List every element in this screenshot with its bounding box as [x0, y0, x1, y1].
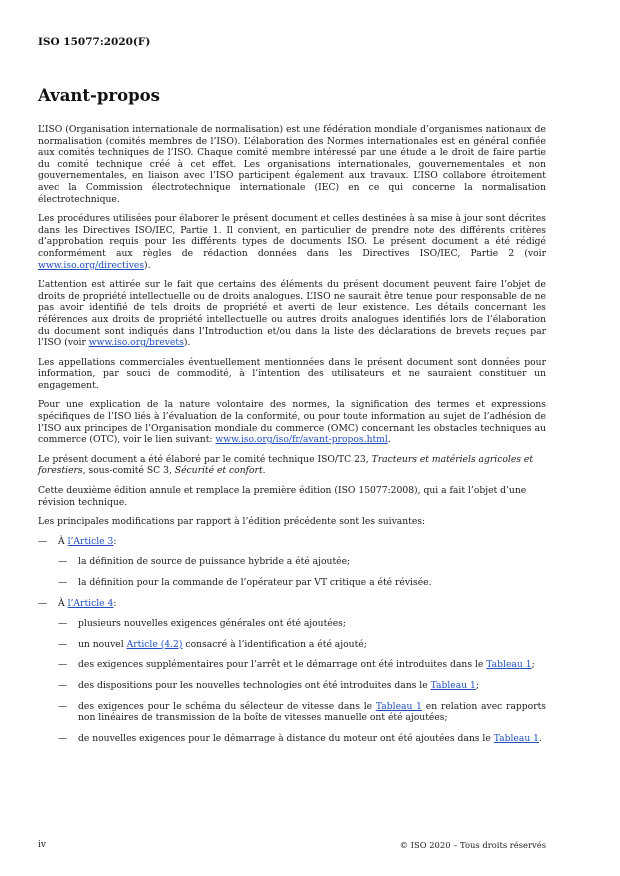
foreword-body	[38, 124, 546, 753]
link-tableau-1[interactable]: Tableau 1	[430, 679, 476, 691]
list-item: — la définition de source de puissance hybride a été ajoutée;	[58, 556, 351, 568]
link-iso-directives[interactable]: www.iso.org/directives	[38, 259, 145, 271]
link-iso-patents[interactable]: www.iso.org/brevets	[88, 337, 184, 349]
dash-bullet: —	[58, 638, 68, 650]
list-item: — de nouvelles exigences pour le démarrage à distance du moteur ont été ajoutées dans le Tableau 1.	[58, 732, 542, 744]
paragraph-trade-names: Les appellations commerciales éventuellement mentionnées dans le présent document sont données pour information, par souci de commodité, à l’intention des utilisateurs et ne sauraient constituer un engagement.	[38, 356, 546, 391]
dash-bullet: —	[58, 732, 68, 744]
link-article-3[interactable]: l’Article 3	[67, 535, 114, 547]
copyright-notice: © ISO 2020 – Tous droits réservés	[399, 840, 546, 850]
list-item-article-4: — À l’Article 4:	[38, 597, 117, 609]
link-tableau-1[interactable]: Tableau 1	[375, 700, 423, 712]
dash-bullet: —	[58, 700, 68, 712]
link-tableau-1[interactable]: Tableau 1	[493, 732, 540, 744]
dash-bullet: —	[58, 577, 68, 588]
page-title: Avant-propos	[38, 86, 160, 105]
link-iso-foreword[interactable]: www.iso.org/iso/fr/avant-propos.html	[215, 434, 388, 446]
page-number: iv	[38, 840, 46, 850]
dash-bullet: —	[58, 618, 68, 630]
dash-bullet: —	[58, 679, 68, 691]
list-item: — la définition pour la commande de l’opérateur par VT critique a été révisée.	[58, 577, 432, 588]
paragraph-edition: Cette deuxième édition annule et remplace la première édition (ISO 15077:2008), qui a fait l’objet d’une révision technique.	[38, 485, 527, 508]
dash-bullet: —	[38, 597, 48, 609]
link-article-4[interactable]: l’Article 4	[67, 597, 114, 609]
link-tableau-1[interactable]: Tableau 1	[486, 659, 532, 671]
list-item: — des exigences pour le schéma du sélecteur de vitesse dans le Tableau 1 en relation avec rapports non linéaires de transmission de la boîte de vitesses manuelle ont été ajoutées;	[58, 700, 547, 724]
list-item: — des dispositions pour les nouvelles technologies ont été introduites dans le Tableau 1;	[58, 679, 480, 691]
paragraph-iso-intro: L’ISO (Organisation internationale de normalisation) est une fédération mondiale d’organismes nationaux de normalisation (comités membres de l’ISO). L’élaboration des Normes internationales est en général confiée aux comités techniques de l’ISO. Chaque comité membre intéressé par une étude a le droit de faire partie du comité technique créé à cet effet. Les organisations internationales, gouvernementales et non gouvernementales, en liaison avec l’ISO participent également aux travaux. L’ISO collabore étroitement avec la Commission électrotechnique internationale (IEC) en ce qui concerne la normalisation électrotechnique.	[38, 124, 546, 205]
list-item: — un nouvel Article (4.2) consacré à l’identification a été ajouté;	[58, 638, 367, 650]
list-item-article-3: — À l’Article 3:	[38, 535, 117, 547]
document-code: ISO 15077:2020(F)	[38, 36, 151, 48]
list-item: — des exigences supplémentaires pour l’arrêt et le démarrage ont été introduites dans le Tableau 1;	[58, 659, 535, 671]
link-article-4-2[interactable]: Article (4.2)	[126, 638, 183, 650]
dash-bullet: —	[58, 556, 68, 568]
paragraph-procedures: Les procédures utilisées pour élaborer le présent document et celles destinées à sa mise à jour sont décrites dans les Directives ISO/IEC, Partie 1. Il convient, en particulier de prendre note des différents critères d’approbation requis pour les différents types de documents ISO. Le présent document a été rédigé conformément aux règles de rédaction données dans les Directives ISO/IEC, Partie 2 (voir www.iso.org/directives).	[38, 213, 546, 271]
paragraph-patents: L’attention est attirée sur le fait que certains des éléments du présent document peuvent faire l’objet de droits de propriété intellectuelle ou de droits analogues. L’ISO ne saurait être tenue pour responsable de ne pas avoir identifié de tels droits de propriété et averti de leur existence. Les détails concernant les références aux droits de propriété intellectuelle ou autres droits analogues identifiés lors de l’élaboration du document sont indiqués dans l’Introduction et/ou dans la liste des déclarations de brevets reçues par l’ISO (voir www.iso.org/brevets).	[38, 279, 546, 349]
paragraph-voluntary-nature: Pour une explication de la nature volontaire des normes, la signification des termes et expressions spécifiques de l’ISO liés à l’évaluation de la conformité, ou pour toute information au sujet de l’adhésion de l’ISO aux principes de l’Organisation mondiale du commerce (OMC) concernant les obstacles techniques au commerce (OTC), voir le lien suivant: www.iso.org/iso/fr/avant-propos.html.	[38, 399, 546, 446]
paragraph-committee: Le présent document a été élaboré par le comité technique ISO/TC 23, Tracteurs et matériels agricoles et forestiers, sous-comité SC 3, Sécurité et confort.	[38, 453, 534, 477]
dash-bullet: —	[58, 659, 68, 671]
list-item: — plusieurs nouvelles exigences générales ont été ajoutées;	[58, 618, 346, 630]
paragraph-changes-intro: Les principales modifications par rapport à l’édition précédente sont les suivantes:	[38, 516, 426, 528]
dash-bullet: —	[38, 535, 48, 547]
